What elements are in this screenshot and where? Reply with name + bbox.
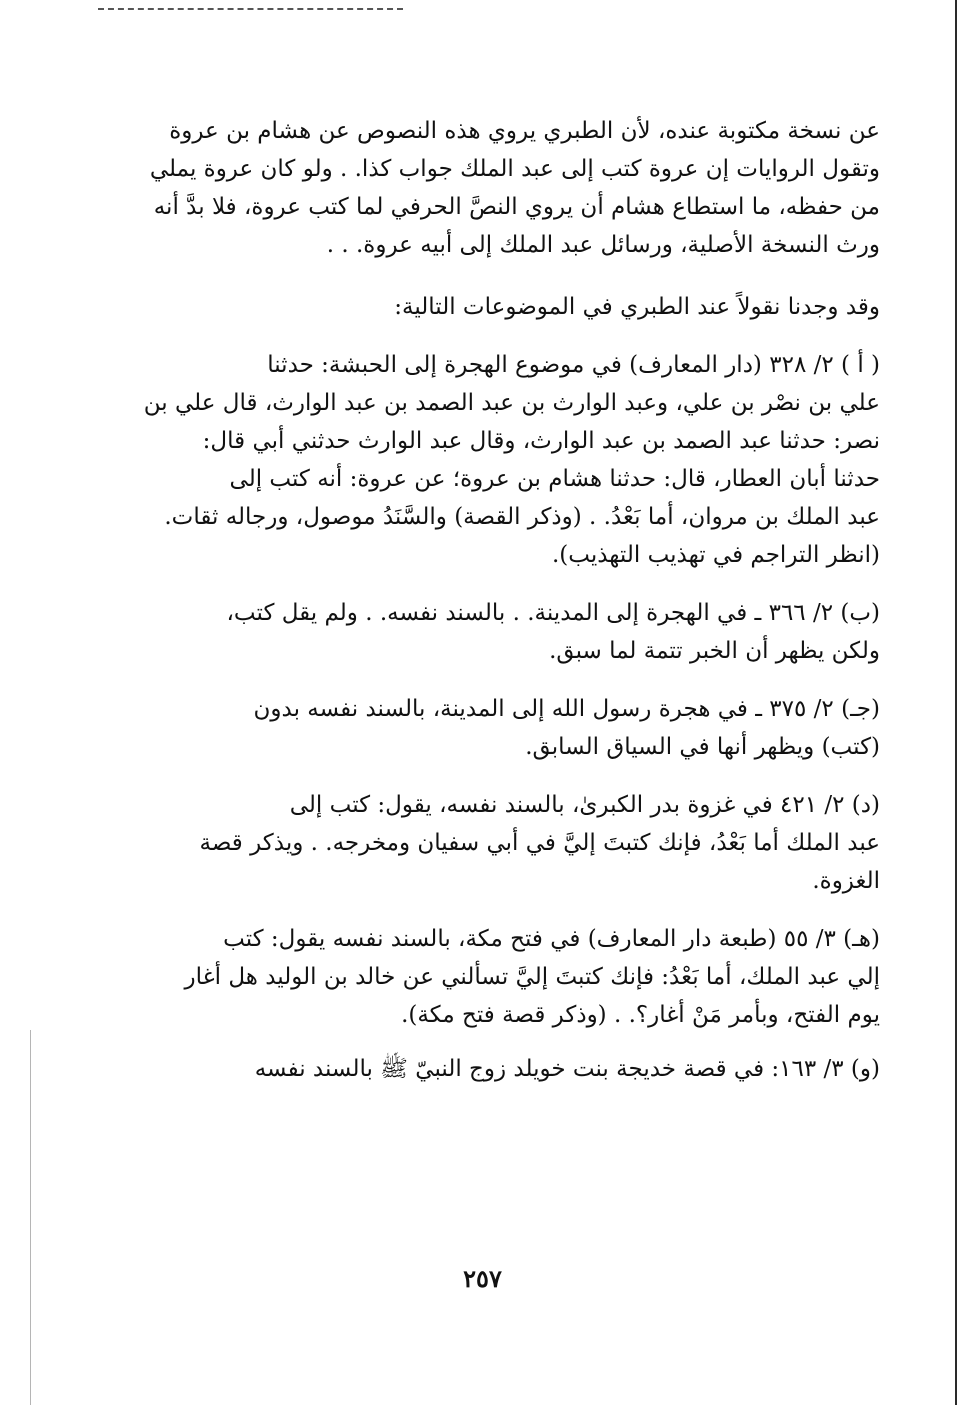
text-line: (ب) ٢/ ٣٦٦ ـ في الهجرة إلى المدينة. . بالسند نفسه. . ولم يقل كتب، <box>226 600 880 626</box>
text-line: وتقول الروايات إن عروة كتب إلى عبد الملك جواب كذا. . ولو كان عروة يملي <box>149 156 880 182</box>
paragraph-item-c <box>118 690 880 766</box>
paragraph-topics-lead <box>118 288 880 326</box>
text-line: (هـ) ٣/ ٥٥ (طبعة دار المعارف) في فتح مكة، بالسند نفسه يقول: كتب <box>223 926 880 952</box>
text-line: يوم الفتح، وبأمر مَنْ أغار؟. . (وذكر قصة فتح مكة). <box>401 1002 880 1028</box>
scan-margin-line <box>30 1030 31 1405</box>
text-line: عن نسخة مكتوبة عنده، لأن الطبري يروي هذه النصوص عن هشام بن عروة <box>169 118 880 144</box>
paragraph-item-f <box>118 1050 880 1088</box>
text-line: ورث النسخة الأصلية، ورسائل عبد الملك إلى أبيه عروة. . . <box>326 232 880 258</box>
page-body <box>118 112 880 1088</box>
page-edge-rule <box>955 0 957 1405</box>
text-line: نصر: حدثنا عبد الصمد بن عبد الوارث، وقال عبد الوارث حدثني أبي قال: <box>202 428 880 454</box>
page-number: ٢٥٧ <box>463 1264 502 1293</box>
text-line: علي بن نصْر بن علي، وعبد الوارث بن عبد الصمد بن عبد الوارث، قال علي بن <box>143 390 880 416</box>
text-line: ولكن يظهر أن الخبر تتمة لما سبق. <box>549 638 880 664</box>
text-line: إلي عبد الملك، أما بَعْدُ: فإنك كتبتَ إليَّ تسألني عن خالد بن الوليد هل أغار <box>184 964 880 990</box>
text-line: (كتب) ويظهر أنها في السياق السابق. <box>525 734 880 760</box>
text-line: حدثنا أبان العطار، قال: حدثنا هشام بن عروة؛ عن عروة: أنه كتب إلى <box>229 466 880 492</box>
paragraph-item-b <box>118 594 880 670</box>
paragraph-intro <box>118 112 880 264</box>
text-line: (جـ) ٢/ ٣٧٥ ـ في هجرة رسول الله إلى المدينة، بالسند نفسه بدون <box>253 696 880 722</box>
paragraph-item-a <box>118 346 880 574</box>
text-line: من حفظه، ما استطاع هشام أن يروي النصَّ الحرفي لما كتب عروة، فلا بدَّ أنه <box>153 194 880 220</box>
top-dashed-rule <box>98 8 403 10</box>
text-line: (و) ٣/ ١٦٣: في قصة خديجة بنت خويلد زوج النبيّ ﷺ بالسند نفسه <box>254 1056 880 1082</box>
paragraph-item-e <box>118 920 880 1034</box>
text-line: عبد الملك أما بَعْدُ، فإنك كتبتَ إليَّ في أبي سفيان ومخرجه. . ويذكر قصة <box>199 830 880 856</box>
text-line: الغزوة. <box>812 868 880 894</box>
text-line: عبد الملك بن مروان، أما بَعْدُ. . (وذكر القصة) والسَّنَدُ موصول، ورجاله ثقات. <box>164 504 880 530</box>
text-line: ( أ ) ٢/ ٣٢٨ (دار المعارف) في موضوع الهجرة إلى الحبشة: حدثنا <box>267 352 880 378</box>
text-line: (انظر التراجم في تهذيب التهذيب). <box>551 542 880 568</box>
text-line: وقد وجدنا نقولاً عند الطبري في الموضوعات التالية: <box>394 294 880 320</box>
paragraph-item-d <box>118 786 880 900</box>
text-line: (د) ٢/ ٤٢١ في غزوة بدر الكبرىٰ، بالسند نفسه، يقول: كتب إلى <box>289 792 880 818</box>
